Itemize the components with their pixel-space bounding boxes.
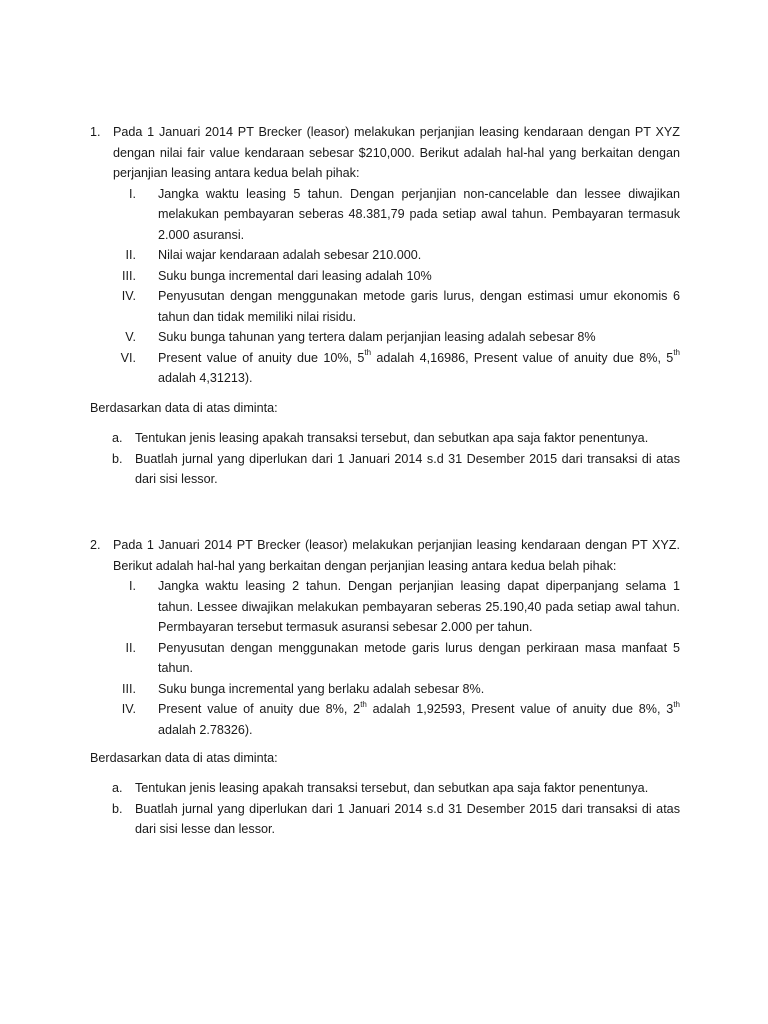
list-item [90,184,680,246]
item-text [158,699,680,740]
item-text-part: adalah 1,92593, Present value of anuity due 8%, 3 [366,702,674,716]
list-item [90,799,680,840]
roman-numeral: II. [125,640,136,655]
list-item [90,576,680,638]
request-letter: b. [112,451,123,466]
item-text-part: adalah 4,16986, Present value of anuity due 8%, 5 [371,350,674,365]
item-text: Jangka waktu leasing 2 tahun. Dengan perjanjian leasing dapat diperpanjang selama 1 tahun. Lessee diwajikan melakukan pembayaran seberas 25.190,40 pada setiap awal tahun. Permbayaran tersebut termasuk asuransi sebesar 2.000 per tahun. [158,579,680,634]
item-list [90,576,680,740]
request-text: Tentukan jenis leasing apakah transaksi tersebut, dan sebutkan apa saja faktor penentunya. [135,431,649,445]
question-number: 1. [90,125,101,139]
question-2-header [90,535,680,576]
roman-numeral: IV. [121,702,136,716]
question-intro: Pada 1 Januari 2014 PT Brecker (leasor) melakukan perjanjian leasing kendaraan dengan PT XYZ. Berikut adalah hal-hal yang berkaitan dengan perjanjian leasing antara kedua belah pihak: [113,538,680,573]
roman-numeral: I. [129,579,136,593]
list-item [90,778,680,799]
item-text: Penyusutan dengan menggunakan metode garis lurus dengan perkiraan masa manfaat 5 tahun. [158,640,680,675]
request-intro-1 [90,398,680,419]
item-list [90,184,680,389]
roman-numeral: IV. [121,289,136,303]
list-item [90,286,680,327]
item-text: Penyusutan dengan menggunakan metode garis lurus, dengan estimasi umur ekonomis 6 tahun dan tidak memiliki nilai risidu. [158,289,680,324]
request-text: Tentukan jenis leasing apakah transaksi tersebut, dan sebutkan apa saja faktor penentunya. [135,781,649,795]
list-item [90,327,680,348]
superscript: th [360,699,367,709]
list-item [90,428,680,449]
superscript: th [673,348,680,358]
question-number: 2. [90,538,101,552]
item-text: Suku bunga incremental dari leasing adalah 10% [158,268,432,283]
request-intro-2 [90,748,680,769]
request-letter: a. [112,781,123,795]
request-letter: a. [112,431,123,445]
roman-numeral: V. [125,330,136,344]
list-item [90,266,680,287]
request-list-1 [90,428,680,490]
question-2 [90,535,680,740]
roman-numeral: III. [122,268,136,283]
item-text: Suku bunga incremental yang berlaku adalah sebesar 8%. [158,681,485,696]
roman-numeral: I. [129,186,136,201]
question-intro: Pada 1 Januari 2014 PT Brecker (leasor) melakukan perjanjian leasing kendaraan dengan PT XYZ dengan nilai fair value kendaraan sebesar $210,000. Berikut adalah hal-hal yang berkaitan dengan perjanjian leasing antara kedua belah pihak: [113,125,680,180]
superscript: th [673,699,680,709]
request-text: Buatlah jurnal yang diperlukan dari 1 Januari 2014 s.d 31 Desember 2015 dari transaksi di atas dari sisi lessor. [135,451,680,486]
item-text [158,348,680,389]
item-text-part: adalah 4,31213). [158,371,253,385]
list-item [90,638,680,679]
roman-numeral: III. [122,681,136,696]
question-1 [90,122,680,389]
list-item [90,699,680,740]
request-list-2 [90,778,680,840]
list-item [90,245,680,266]
item-text: Suku bunga tahunan yang tertera dalam perjanjian leasing adalah sebesar 8% [158,330,596,344]
item-text: Jangka waktu leasing 5 tahun. Dengan perjanjian non-cancelable dan lessee diwajikan melakukan pembayaran seberas 48.381,79 pada setiap awal tahun. Pembayaran termasuk 2.000 asuransi. [158,186,680,242]
request-intro-text: Berdasarkan data di atas diminta: [90,401,278,415]
request-intro-text: Berdasarkan data di atas diminta: [90,751,278,765]
roman-numeral: II. [125,248,136,262]
request-letter: b. [112,801,123,816]
request-text: Buatlah jurnal yang diperlukan dari 1 Januari 2014 s.d 31 Desember 2015 dari transaksi di atas dari sisi lesse dan lessor. [135,801,680,836]
superscript: th [364,348,372,358]
list-item [90,348,680,389]
list-item [90,449,680,490]
roman-numeral: VI. [120,350,136,365]
item-text-part: Present value of anuity due 8%, 2 [158,702,361,716]
item-text-part: adalah 2.78326). [158,722,253,737]
list-item [90,679,680,700]
question-1-header [90,122,680,184]
item-text-part: Present value of anuity due 10%, 5 [158,350,365,365]
item-text: Nilai wajar kendaraan adalah sebesar 210.000. [158,248,422,262]
